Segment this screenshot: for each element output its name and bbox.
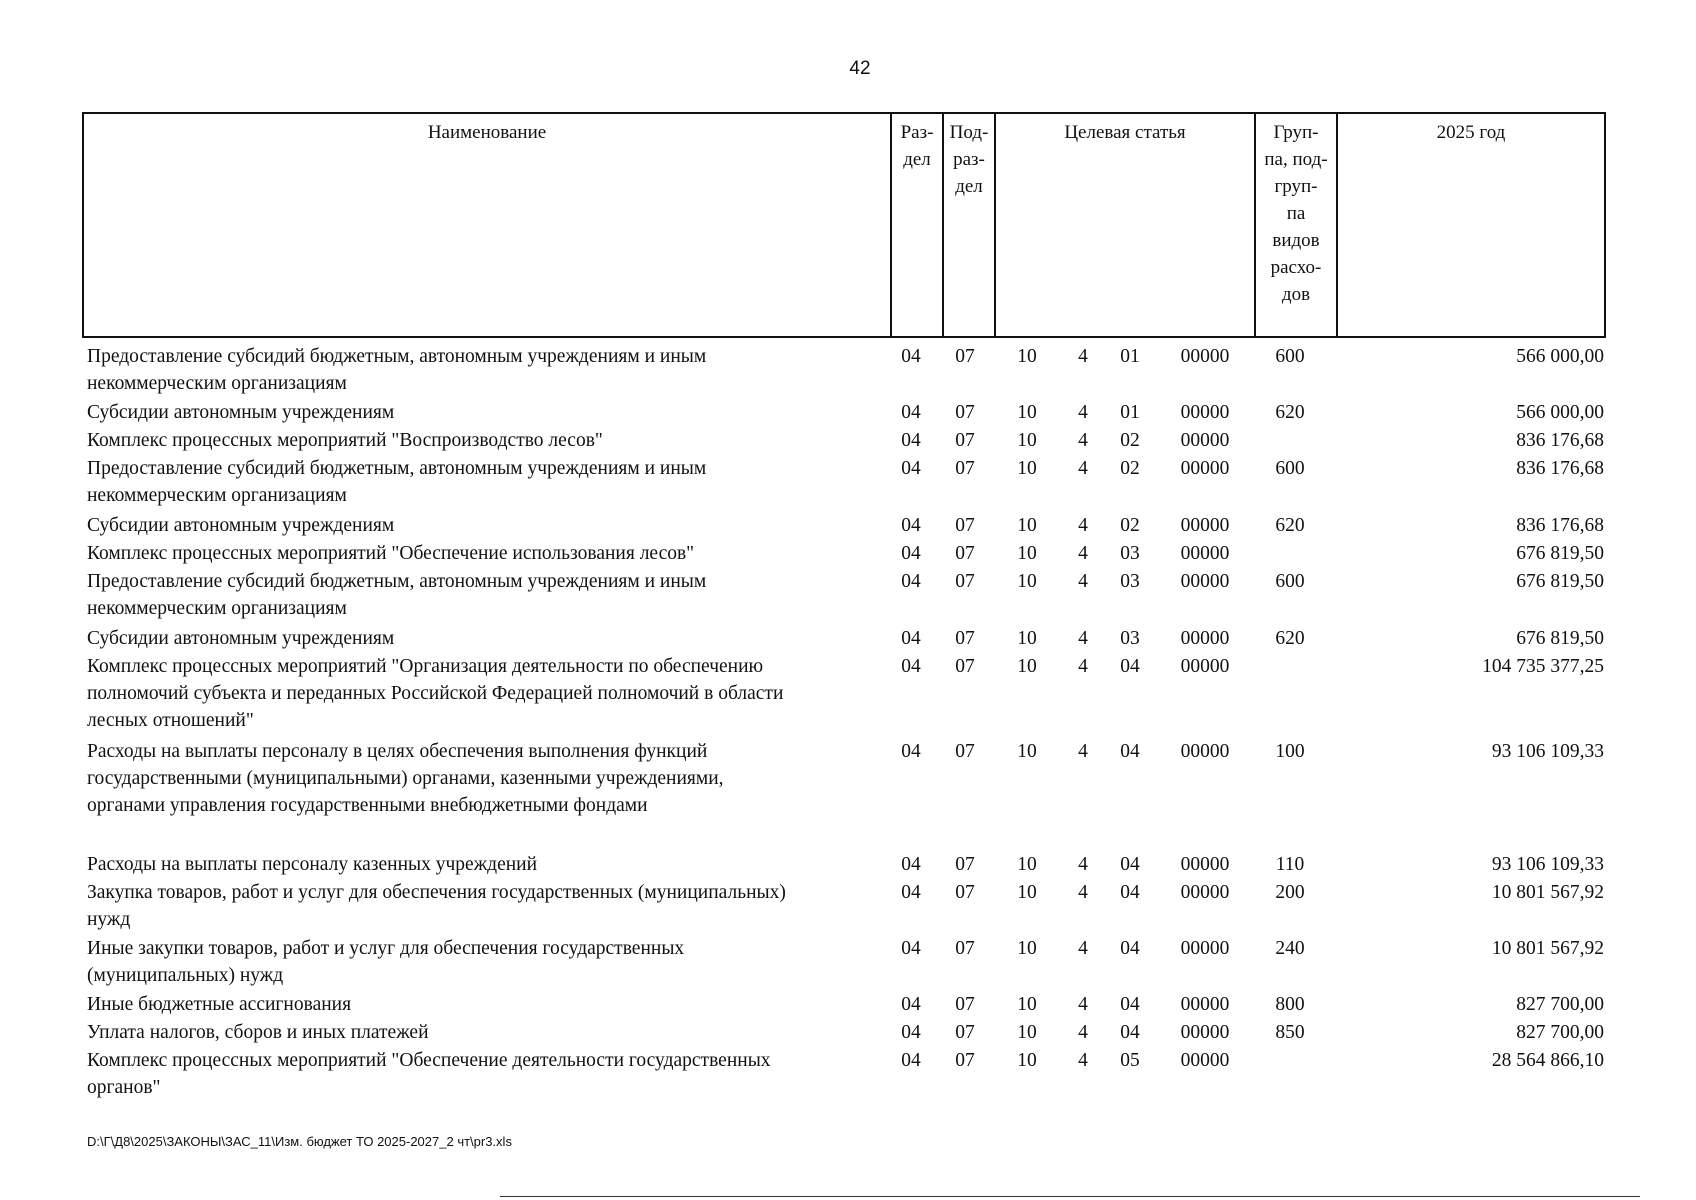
row-target-type: 4 [1078,741,1088,762]
row-target-complex: 04 [1120,656,1140,677]
row-name-line: Субсидии автономным учреждениям [87,515,395,536]
row-target-complex: 03 [1120,543,1140,564]
row-target-type: 4 [1078,402,1088,423]
row-target-type: 4 [1078,430,1088,451]
row-razdel: 04 [901,543,921,564]
row-name [87,343,877,397]
row-target-complex: 02 [1120,515,1140,536]
row-target-complex: 03 [1120,628,1140,649]
row-target-complex: 04 [1120,1022,1140,1043]
row-target-program: 10 [1017,854,1037,875]
row-name-line: некоммерческим организациям [87,373,347,394]
header-year [1336,114,1604,336]
row-podrazdel: 07 [955,1022,975,1043]
row-target-program: 10 [1017,1050,1037,1071]
row-name-line: Закупка товаров, работ и услуг для обеспечения государственных (муниципальных) [87,882,786,903]
header-vr-line: дов [1281,284,1311,305]
row-name-line: Комплекс процессных мероприятий "Воспроизводство лесов" [87,430,603,451]
row-expense-group: 620 [1275,628,1305,649]
row-target-program: 10 [1017,656,1037,677]
row-razdel: 04 [901,430,921,451]
row-target-direction: 00000 [1180,571,1230,592]
row-podrazdel: 07 [955,543,975,564]
row-target-program: 10 [1017,346,1037,367]
row-amount: 104 735 377,25 [1482,656,1604,677]
row-target-complex: 01 [1120,346,1140,367]
row-name-line: Предоставление субсидий бюджетным, автономным учреждениям и иным [87,571,707,592]
row-amount: 93 106 109,33 [1491,854,1604,875]
row-target-direction: 00000 [1180,430,1230,451]
row-target-type: 4 [1078,346,1088,367]
row-amount: 566 000,00 [1516,346,1604,367]
row-target-program: 10 [1017,882,1037,903]
row-name [87,991,877,1018]
row-name [87,625,877,652]
row-target-complex: 04 [1120,854,1140,875]
row-razdel: 04 [901,656,921,677]
header-target-label: Целевая статья [1064,122,1186,143]
row-name-line: Уплата налогов, сборов и иных платежей [87,1022,429,1043]
header-razdel-line: дел [903,149,931,170]
row-target-program: 10 [1017,430,1037,451]
table-header [82,112,1606,338]
row-podrazdel: 07 [955,515,975,536]
header-vr-line: видов [1272,230,1320,251]
header-podrazdel-line: Под- [949,122,989,143]
page-number: 42 [849,58,871,79]
row-name-line: Комплекс процессных мероприятий "Обеспечение использования лесов" [87,543,695,564]
row-name [87,540,877,567]
row-name-line: Субсидии автономным учреждениям [87,628,395,649]
row-target-direction: 00000 [1180,402,1230,423]
row-target-program: 10 [1017,1022,1037,1043]
row-target-type: 4 [1078,515,1088,536]
header-name [84,114,890,336]
row-target-type: 4 [1078,571,1088,592]
row-amount: 836 176,68 [1516,430,1604,451]
row-expense-group: 600 [1275,346,1305,367]
row-target-complex: 04 [1120,882,1140,903]
row-name-line: органами управления государственными внебюджетными фондами [87,795,648,816]
row-expense-group: 200 [1275,882,1305,903]
header-vr-line: Груп- [1273,122,1319,143]
row-razdel: 04 [901,994,921,1015]
row-name [87,455,877,509]
row-name-line: Иные закупки товаров, работ и услуг для обеспечения государственных [87,938,685,959]
row-amount: 10 801 567,92 [1491,882,1604,903]
row-razdel: 04 [901,882,921,903]
row-target-program: 10 [1017,571,1037,592]
row-name-line: Субсидии автономным учреждениям [87,402,395,423]
row-expense-group: 110 [1275,854,1305,875]
row-razdel: 04 [901,938,921,959]
row-target-direction: 00000 [1180,346,1230,367]
header-name-label: Наименование [427,122,547,143]
row-target-direction: 00000 [1180,515,1230,536]
header-vr [1254,114,1336,336]
row-podrazdel: 07 [955,458,975,479]
row-target-direction: 00000 [1180,741,1230,762]
row-name [87,1047,877,1101]
row-podrazdel: 07 [955,882,975,903]
row-name-line: некоммерческим организациям [87,485,347,506]
row-target-direction: 00000 [1180,1022,1230,1043]
header-vr-line: па, под- [1264,149,1328,170]
row-razdel: 04 [901,741,921,762]
row-name [87,512,877,539]
header-vr-line: расхо- [1270,257,1322,278]
row-name-line: государственными (муниципальными) органами, казенными учреждениями, [87,768,724,789]
row-razdel: 04 [901,571,921,592]
row-amount: 676 819,50 [1516,628,1604,649]
row-target-type: 4 [1078,994,1088,1015]
row-amount: 566 000,00 [1516,402,1604,423]
row-podrazdel: 07 [955,656,975,677]
row-podrazdel: 07 [955,1050,975,1071]
row-name-line: Иные бюджетные ассигнования [87,994,352,1015]
row-target-program: 10 [1017,515,1037,536]
row-name [87,1019,877,1046]
row-podrazdel: 07 [955,938,975,959]
row-name-line: (муниципальных) нужд [87,965,284,986]
row-target-type: 4 [1078,1022,1088,1043]
row-razdel: 04 [901,402,921,423]
row-target-program: 10 [1017,994,1037,1015]
row-amount: 836 176,68 [1516,515,1604,536]
row-expense-group: 620 [1275,402,1305,423]
row-expense-group: 800 [1275,994,1305,1015]
row-name-line: некоммерческим организациям [87,598,347,619]
row-amount: 836 176,68 [1516,458,1604,479]
row-amount: 10 801 567,92 [1491,938,1604,959]
row-expense-group: 600 [1275,458,1305,479]
row-podrazdel: 07 [955,430,975,451]
header-year-label: 2025 год [1436,122,1506,143]
row-razdel: 04 [901,854,921,875]
row-name-line: Расходы на выплаты персоналу казенных учреждений [87,854,538,875]
row-expense-group: 100 [1275,741,1305,762]
row-target-type: 4 [1078,458,1088,479]
header-target [994,114,1254,336]
row-razdel: 04 [901,628,921,649]
row-target-program: 10 [1017,741,1037,762]
row-podrazdel: 07 [955,741,975,762]
row-target-direction: 00000 [1180,628,1230,649]
row-expense-group: 620 [1275,515,1305,536]
row-podrazdel: 07 [955,571,975,592]
row-target-direction: 00000 [1180,854,1230,875]
row-razdel: 04 [901,1022,921,1043]
header-razdel [890,114,942,336]
row-target-complex: 04 [1120,994,1140,1015]
row-amount: 676 819,50 [1516,571,1604,592]
row-expense-group: 850 [1275,1022,1305,1043]
row-target-direction: 00000 [1180,938,1230,959]
row-target-type: 4 [1078,938,1088,959]
row-expense-group: 240 [1275,938,1305,959]
row-name-line: Комплекс процессных мероприятий "Организация деятельности по обеспечению [87,656,764,677]
row-name [87,653,877,734]
row-name [87,427,877,454]
row-target-type: 4 [1078,882,1088,903]
row-name-line: Расходы на выплаты персоналу в целях обеспечения выполнения функций [87,741,708,762]
row-target-type: 4 [1078,628,1088,649]
row-expense-group: 600 [1275,571,1305,592]
row-name [87,568,877,622]
header-vr-line: па [1286,203,1306,224]
row-target-program: 10 [1017,938,1037,959]
bottom-divider [500,1196,1640,1197]
row-target-direction: 00000 [1180,882,1230,903]
row-target-program: 10 [1017,628,1037,649]
row-amount: 676 819,50 [1516,543,1604,564]
row-podrazdel: 07 [955,402,975,423]
row-razdel: 04 [901,1050,921,1071]
row-name-line: полномочий субъекта и переданных Российской Федерацией полномочий в области [87,683,784,704]
row-target-complex: 01 [1120,402,1140,423]
row-name [87,738,877,819]
row-podrazdel: 07 [955,854,975,875]
row-razdel: 04 [901,346,921,367]
row-name-line: Предоставление субсидий бюджетным, автономным учреждениям и иным [87,458,707,479]
row-target-direction: 00000 [1180,994,1230,1015]
row-name-line: лесных отношений" [87,710,254,731]
row-name-line: Предоставление субсидий бюджетным, автономным учреждениям и иным [87,346,707,367]
header-podrazdel-line: дел [955,176,983,197]
row-target-complex: 03 [1120,571,1140,592]
row-amount: 827 700,00 [1516,994,1604,1015]
row-amount: 28 564 866,10 [1491,1050,1604,1071]
row-target-complex: 02 [1120,458,1140,479]
row-target-complex: 04 [1120,741,1140,762]
row-target-direction: 00000 [1180,656,1230,677]
row-target-type: 4 [1078,1050,1088,1071]
row-name [87,879,877,933]
row-name [87,851,877,878]
row-name [87,399,877,426]
row-podrazdel: 07 [955,346,975,367]
row-name [87,935,877,989]
row-target-direction: 00000 [1180,458,1230,479]
row-target-type: 4 [1078,854,1088,875]
row-target-direction: 00000 [1180,543,1230,564]
row-target-program: 10 [1017,458,1037,479]
row-amount: 827 700,00 [1516,1022,1604,1043]
row-name-line: органов" [87,1077,161,1098]
row-name-line: нужд [87,909,131,930]
row-target-complex: 04 [1120,938,1140,959]
row-target-program: 10 [1017,402,1037,423]
row-razdel: 04 [901,515,921,536]
row-target-program: 10 [1017,543,1037,564]
footer-file-path: D:\Г\Д8\2025\ЗАКОНЫ\ЗАС_11\Изм. бюджет ТО 2025-2027_2 чт\pr3.xls [87,1134,512,1149]
row-podrazdel: 07 [955,994,975,1015]
header-podrazdel-line: раз- [953,149,985,170]
row-target-type: 4 [1078,656,1088,677]
row-name-line: Комплекс процессных мероприятий "Обеспечение деятельности государственных [87,1050,771,1071]
header-razdel-line: Раз- [900,122,934,143]
row-podrazdel: 07 [955,628,975,649]
row-target-complex: 02 [1120,430,1140,451]
row-target-complex: 05 [1120,1050,1140,1071]
row-razdel: 04 [901,458,921,479]
row-target-type: 4 [1078,543,1088,564]
header-podrazdel [942,114,994,336]
header-vr-line: груп- [1274,176,1318,197]
row-amount: 93 106 109,33 [1491,741,1604,762]
row-target-direction: 00000 [1180,1050,1230,1071]
